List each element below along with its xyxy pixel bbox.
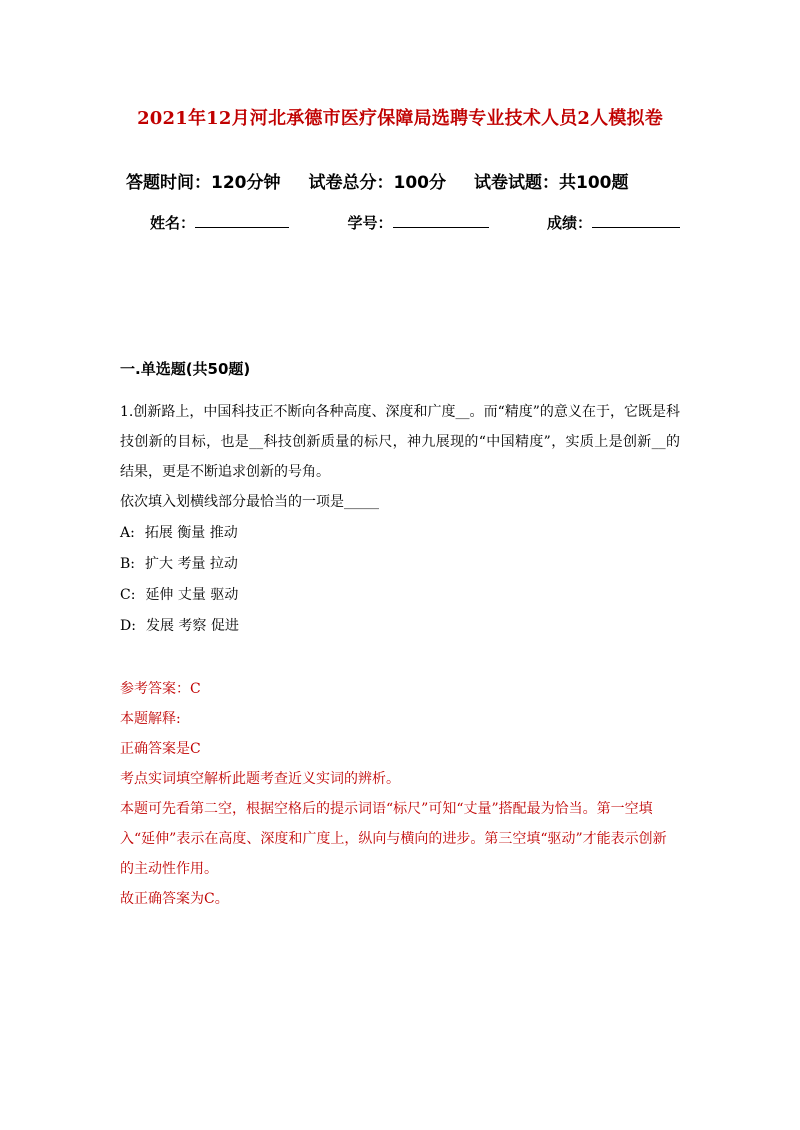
answer-block bbox=[120, 674, 680, 914]
exam-total-score: 试卷总分：100分 bbox=[308, 173, 446, 193]
option-c bbox=[120, 584, 238, 604]
option-letter: C: bbox=[120, 587, 136, 603]
question-prompt: 依次填入划横线部分最恰当的一项是_____ bbox=[120, 494, 379, 510]
correct-answer: 正确答案是C bbox=[120, 741, 201, 757]
option-letter: B: bbox=[120, 556, 136, 572]
name-field bbox=[150, 212, 289, 233]
option-b bbox=[120, 553, 238, 573]
score-field bbox=[547, 212, 680, 233]
exam-question-count: 试卷试题：共100题 bbox=[474, 173, 629, 193]
analysis-text: 本题可先看第二空，根据空格后的提示词语“标尺”可知“丈量”搭配最为恰当。第一空填入“延伸”表示在高度、深度和广度上，纵向与横向的进步。第三空填“驱动”才能表示创新的主动性作用。 bbox=[120, 801, 667, 877]
option-letter: D: bbox=[120, 618, 136, 634]
exam-title: 2021年12月河北承德市医疗保障局选聘专业技术人员2人模拟卷 bbox=[137, 108, 663, 129]
name-label: 姓名： bbox=[150, 214, 196, 232]
explanation-label: 本题解释: bbox=[120, 711, 181, 727]
score-label: 成绩： bbox=[546, 214, 592, 232]
option-d bbox=[120, 615, 239, 635]
student-id-label: 学号： bbox=[347, 214, 393, 232]
conclusion-text: 故正确答案为C。 bbox=[120, 891, 229, 907]
section-heading: 一.单选题(共50题) bbox=[120, 360, 251, 378]
option-text: 延伸 丈量 驱动 bbox=[145, 587, 239, 603]
question-1 bbox=[120, 397, 680, 517]
name-blank bbox=[195, 213, 289, 228]
option-text: 发展 考察 促进 bbox=[145, 618, 239, 634]
exam-time: 答题时间：120分钟 bbox=[126, 173, 281, 193]
key-point: 考点实词填空解析此题考查近义实词的辨析。 bbox=[120, 771, 400, 787]
option-a bbox=[120, 522, 238, 542]
question-stem: 1.创新路上，中国科技正不断向各种高度、深度和广度__。而“精度”的意义在于，它既是科技创新的目标，也是__科技创新质量的标尺，神九展现的“中国精度”，实质上是创新__的结果，更是不断追求创新的号角。 bbox=[120, 404, 680, 480]
student-id-blank bbox=[393, 213, 489, 228]
reference-answer: 参考答案：C bbox=[120, 681, 201, 697]
exam-meta bbox=[126, 168, 686, 193]
option-text: 拓展 衡量 推动 bbox=[144, 525, 238, 541]
student-fields bbox=[150, 212, 680, 233]
student-id-field bbox=[347, 212, 488, 233]
option-text: 扩大 考量 拉动 bbox=[145, 556, 238, 572]
score-blank bbox=[592, 213, 680, 228]
option-letter: A: bbox=[120, 525, 135, 541]
